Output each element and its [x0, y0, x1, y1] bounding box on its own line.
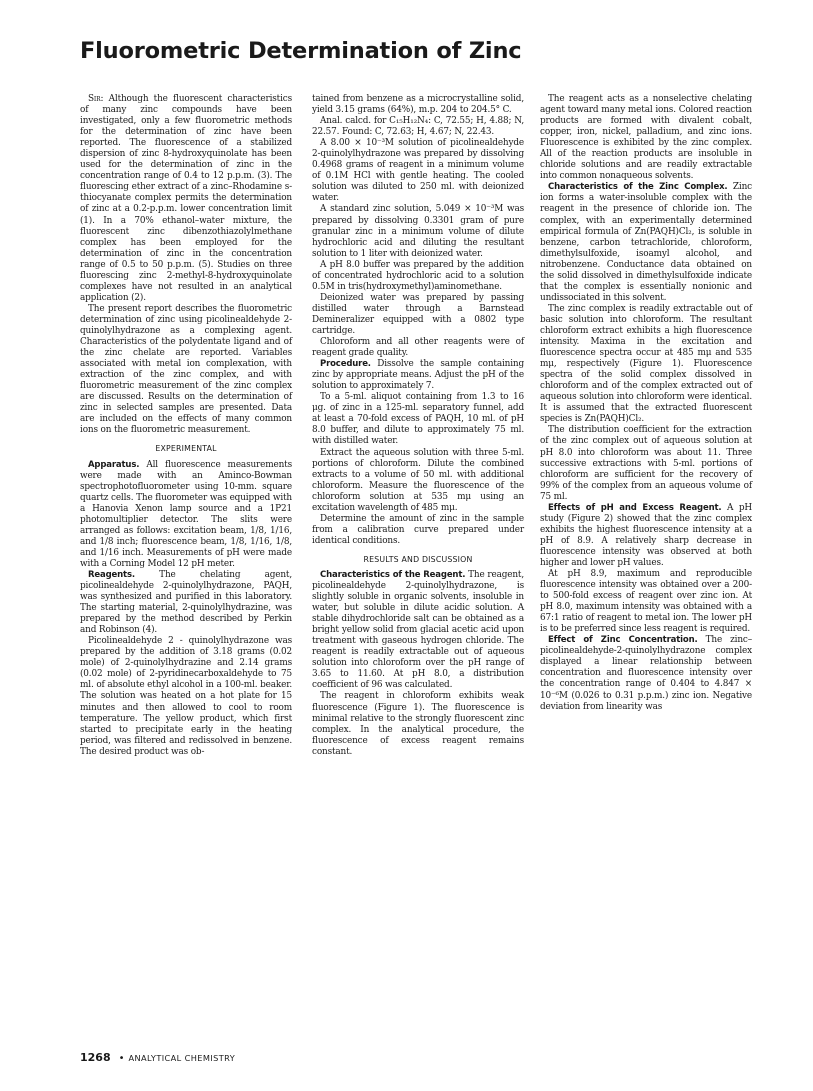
paragraph-text: The zinc–picolinealdehyde-2-quinolylhydrazone complex displayed a linear relationship between concentration and fluorescence intensity over the concentration range of 0.404 to 4.847 × 10⁻⁶M (0.026 to 0.31 p.p.m.) zinc ion. Negative deviation from linearity was: [540, 635, 752, 712]
page-footer: [80, 1051, 235, 1064]
run-in-heading: Apparatus.: [88, 459, 140, 470]
paragraph: A 8.00 × 10⁻³M solution of picolinealdehyde 2-quinolylhydrazone was prepared by dissolving 0.4968 grams of reagent in a minimum volume of 0.1M HCl with gentle heating. The cooled solution was diluted to 250 ml. with deionized water.: [312, 138, 524, 204]
paragraph-text: Zinc ion forms a water-insoluble complex with the reagent in the presence of chloride ion. The complex, with an experimentally determined empirical formula of Zn(PAQH)Cl₂, is soluble in benzene, carbon tetrachloride, chloroform, dimethylsulfoxide, isoamyl alcohol, and nitrobenzene. Conductance data obtained on the solid dissolved in dimethylsulfoxide indicate that the complex is essentially nonionic and undissociated in this solvent.: [540, 182, 752, 303]
run-in-heading: Reagents.: [88, 569, 135, 580]
section-heading-experimental: EXPERIMENTAL: [155, 444, 217, 454]
section-heading-results: RESULTS AND DISCUSSION: [363, 554, 473, 564]
paragraph: The reagent in chloroform exhibits weak fluorescence (Figure 1). The fluorescence is minimal relative to the strongly fluorescent zinc complex. In the analytical procedure, the fluorescence of excess reagent remains constant.: [312, 691, 524, 757]
run-in-heading: Procedure.: [320, 359, 371, 370]
paragraph-text: A pH study (Figure 2) showed that the zinc complex exhibits the highest fluorescence intensity at a pH of 8.9. A relatively sharp decrease in fluorescence intensity was observed at both higher and lower pH values.: [540, 502, 752, 568]
paragraph-text: The chelating agent, picolinealdehyde 2-quinolylhydrazone, PAQH, was synthesized and purified in this laboratory. The starting material, 2-quinolylhydrazine, was prepared by the method described by Perkin and Robinson (4).: [80, 569, 292, 636]
column-2: [312, 94, 524, 758]
run-in-heading: Effect of Zinc Concentration.: [548, 635, 698, 646]
paragraph: [80, 94, 292, 304]
paragraph: A pH 8.0 buffer was prepared by the addition of concentrated hydrochloric acid to a solution 0.5M in tris(hydroxymethyl)aminomethane.: [312, 259, 524, 292]
paragraph: [540, 635, 752, 712]
paragraph-text: The reagent, picolinealdehyde 2-quinolylhydrazone, is slightly soluble in organic solvents, insoluble in water, but soluble in dilute acidic solution. A stable dihydrochloride salt can be obtained as a bright yellow solid from glacial acetic acid upon treatment with gaseous hydrogen chloride. The reagent is readily extractable out of aqueous solution into chloroform over the pH range of 3.65 to 11.60. At pH 8.0, a distribution coefficient of 96 was calculated.: [312, 569, 525, 691]
paragraph: [312, 359, 524, 392]
salutation: Sir:: [88, 94, 104, 104]
paragraph: [540, 503, 752, 569]
paragraph-text: Dissolve the sample containing zinc by appropriate means. Adjust the pH of the solution to approximately 7.: [312, 359, 524, 392]
paragraph: [80, 570, 292, 636]
paragraph: The distribution coefficient for the extraction of the zinc complex out of aqueous solution at pH 8.0 into chloroform was about 11. Three successive extractions with 5-ml. portions of chloroform are sufficient for the recovery of 99% of the complex from an aqueous volume of 75 ml.: [540, 425, 752, 502]
paragraph: [312, 570, 524, 692]
paragraph: Anal. calcd. for C₁₅H₁₂N₄: C, 72.55; H, 4.88; N, 22.57. Found: C, 72.63; H, 4.67; N, 22.43.: [312, 116, 524, 138]
paragraph: To a 5-ml. aliquot containing from 1.3 to 16 μg. of zinc in a 125-ml. separatory funnel, add at least a 70-fold excess of PAQH, 10 ml. of pH 8.0 buffer, and dilute to approximately 75 ml. with distilled water.: [312, 392, 524, 447]
journal-name: ANALYTICAL CHEMISTRY: [128, 1053, 236, 1063]
page-number: 1268: [80, 1051, 111, 1064]
run-in-heading: Characteristics of the Reagent.: [320, 569, 466, 580]
column-1: [80, 94, 292, 758]
paragraph: The reagent acts as a nonselective chelating agent toward many metal ions. Colored reaction products are formed with divalent cobalt, copper, iron, nickel, palladium, and zinc ions. Fluorescence is exhibited by the zinc complex. All of the reaction products are insoluble in chloride solutions and are readily extractable into common nonaqueous solvents.: [540, 94, 752, 182]
paragraph: [80, 460, 292, 570]
paragraph: Extract the aqueous solution with three 5-ml. portions of chloroform. Dilute the combined extracts to a volume of 50 ml. with additional chloroform. Measure the fluorescence of the chloroform solution at 535 mμ using an excitation wavelength of 485 mμ.: [312, 447, 524, 513]
paragraph: The present report describes the fluorometric determination of zinc using picolinealdehyde 2-quinolylhydrazone as a complexing agent. Characteristics of the polydentate ligand and of the zinc chelate are reported. Variables associated with metal ion complexation, with extraction of the zinc complex, and with fluorometric measurement of the zinc complex are discussed. Results on the determination of zinc in selected samples are presented. Data are included on the effects of many common ions on the fluorometric measurement.: [80, 303, 292, 436]
paragraph: [540, 182, 752, 304]
column-3: [540, 94, 752, 713]
paragraph: Picolinealdehyde 2 - quinolylhydrazone was prepared by the addition of 3.18 grams (0.02 mole) of 2-quinolylhydrazine and 2.14 grams (0.02 mole) of 2-pyridinecarboxaldehyde to 75 ml. of absolute ethyl alcohol in a 100-ml. beaker. The solution was heated on a hot plate for 15 minutes and then allowed to cool to room temperature. The yellow product, which first started to precipitate early in the heating period, was filtered and redissolved in benzene. The desired product was ob-: [80, 636, 292, 757]
article-title: Fluorometric Determination of Zinc: [80, 38, 522, 64]
paragraph: Chloroform and all other reagents were of reagent grade quality.: [312, 337, 524, 359]
paragraph: The zinc complex is readily extractable out of basic solution into chloroform. The resultant chloroform extract exhibits a high fluorescence intensity. Maxima in the excitation and fluorescence spectra occur at 485 mμ and 535 mμ, respectively (Figure 1). Fluorescence spectra of the solid complex dissolved in chloroform and of the complex extracted out of aqueous solution into chloroform were identical. It is assumed that the extracted fluorescent species is Zn(PAQH)Cl₂.: [540, 303, 752, 425]
paragraph: Determine the amount of zinc in the sample from a calibration curve prepared under identical conditions.: [312, 513, 524, 546]
paragraph-text: Although the fluorescent characteristics of many zinc compounds have been investigated, only a few fluorometric methods for the determination of zinc have been reported. The fluorescence of a stabilized dispersion of zinc 8-hydroxyquinolate has been used for the determination of zinc in the concentration range of 0.4 to 12 p.p.m. (3). The fluorescing ether extract of a zinc–Rhodamine s-thiocyanate complex permits the determination of zinc at a 0.2-p.p.m. lower concentration limit (1). In a 70% ethanol–water mixture, the fluorescent zinc dibenzothiazolylmethane complex has been employed for the determination of zinc in the concentration range of 0.5 to 50 p.p.m. (5). Studies on three fluorescing zinc 2-methyl-8-hydroxyquinolate complexes have not resulted in an analytical application (2).: [80, 94, 292, 303]
paragraph: At pH 8.9, maximum and reproducible fluorescence intensity was obtained over a 200- to 500-fold excess of reagent over zinc ion. At pH 8.0, maximum intensity was obtained with a 67:1 ratio of reagent to metal ion. The lower pH is to be preferred since less reagent is required.: [540, 569, 752, 635]
run-in-heading: Characteristics of the Zinc Complex.: [548, 182, 728, 193]
run-in-heading: Effects of pH and Excess Reagent.: [548, 502, 722, 513]
footer-separator: •: [118, 1053, 125, 1064]
paragraph: tained from benzene as a microcrystalline solid, yield 3.15 grams (64%), m.p. 204 to 204.5° C.: [312, 94, 524, 116]
paragraph-text: All fluorescence measurements were made with an Aminco-Bowman spectrophotofluorometer using 10-mm. square quartz cells. The fluorometer was equipped with a Hanovia Xenon lamp source and a 1P21 photomultiplier detector. The slits were arranged as follows: excitation beam, 1/8, 1/16, and 1/8 inch; fluorescence beam, 1/8, 1/16, 1/8, and 1/16 inch. Measurements of pH were made with a Corning Model 12 pH meter.: [80, 459, 292, 569]
paragraph: Deionized water was prepared by passing distilled water through a Barnstead Demineralizer equipped with a 0802 type cartridge.: [312, 292, 524, 336]
paragraph: A standard zinc solution, 5.049 × 10⁻³M was prepared by dissolving 0.3301 gram of pure granular zinc in a minimum volume of dilute hydrochloric acid and diluting the resultant solution to 1 liter with deionized water.: [312, 204, 524, 259]
